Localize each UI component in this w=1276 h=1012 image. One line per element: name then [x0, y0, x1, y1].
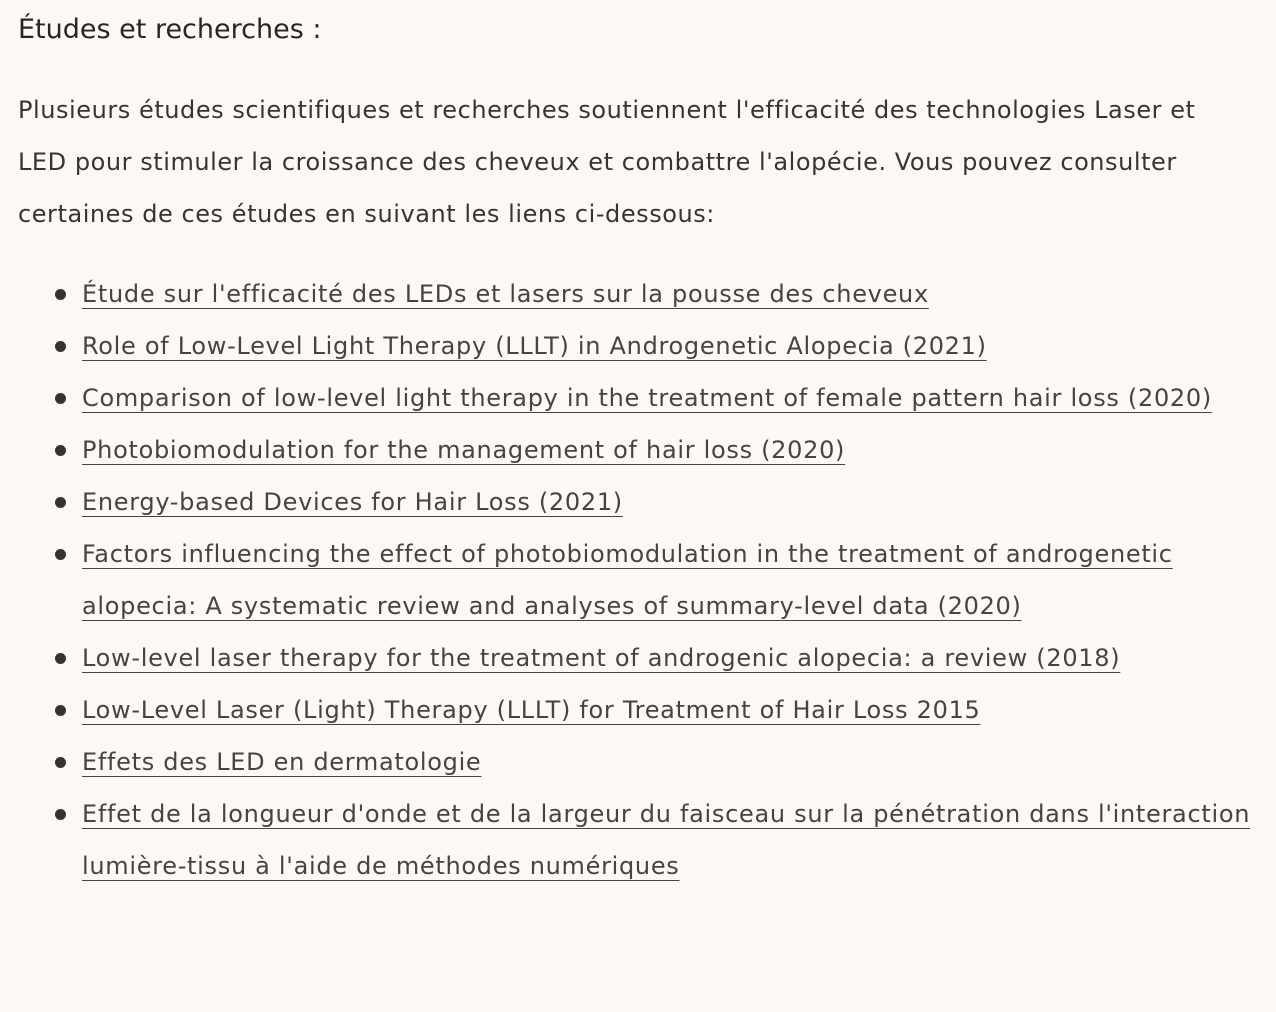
list-item-study-led-dermatologie — [0, 736, 1270, 788]
bullet-icon — [55, 393, 66, 404]
list-item-study-lllt-review — [0, 632, 1270, 684]
list-item-study-lllt-androgenetic — [0, 320, 1270, 372]
bullet-icon — [55, 341, 66, 352]
study-links-list — [0, 268, 1270, 892]
bullet-icon — [55, 445, 66, 456]
bullet-icon — [55, 497, 66, 508]
list-item-study-efficacite-leds — [0, 268, 1270, 320]
intro-paragraph: Plusieurs études scientifiques et recherches soutiennent l'efficacité des technologies Laser et LED pour stimuler la croissance des cheveux et combattre l'alopécie. Vous pouvez consulter certaines de ces études en suivant les liens ci-dessous: — [18, 96, 1196, 228]
bullet-icon — [55, 289, 66, 300]
list-item-study-female-pattern — [0, 372, 1270, 424]
study-link[interactable]: Effet de la longueur d'onde et de la largeur du faisceau sur la pénétration dans l'interaction lumière-tissu à l'aide de méthodes numériques — [82, 800, 1251, 880]
study-link[interactable]: Role of Low-Level Light Therapy (LLLT) in Androgenetic Alopecia (2021) — [82, 332, 987, 360]
bullet-icon — [55, 653, 66, 664]
list-item-study-lllt-hair-loss — [0, 684, 1270, 736]
study-link[interactable]: Comparison of low-level light therapy in the treatment of female pattern hair loss (2020) — [82, 384, 1212, 412]
bullet-icon — [55, 809, 66, 820]
bullet-icon — [55, 757, 66, 768]
list-item-study-factors-influencing — [0, 528, 1270, 632]
study-link[interactable]: Effets des LED en dermatologie — [82, 748, 482, 776]
bullet-icon — [55, 549, 66, 560]
study-link[interactable]: Low-level laser therapy for the treatment of androgenic alopecia: a review (2018) — [82, 644, 1121, 672]
study-link[interactable]: Low-Level Laser (Light) Therapy (LLLT) for Treatment of Hair Loss 2015 — [82, 696, 981, 724]
list-item-study-photobiomodulation — [0, 424, 1270, 476]
list-item-study-energy-devices — [0, 476, 1270, 528]
study-link[interactable]: Photobiomodulation for the management of hair loss (2020) — [82, 436, 846, 464]
bullet-icon — [55, 705, 66, 716]
study-link[interactable]: Factors influencing the effect of photobiomodulation in the treatment of androgenetic alopecia: A systematic review and analyses of summary-level data (2020) — [82, 540, 1173, 620]
list-item-study-longueur-onde — [0, 788, 1270, 892]
study-link[interactable]: Étude sur l'efficacité des LEDs et lasers sur la pousse des cheveux — [82, 280, 929, 308]
section-heading: Études et recherches : — [18, 14, 322, 45]
study-link[interactable]: Energy-based Devices for Hair Loss (2021) — [82, 488, 623, 516]
